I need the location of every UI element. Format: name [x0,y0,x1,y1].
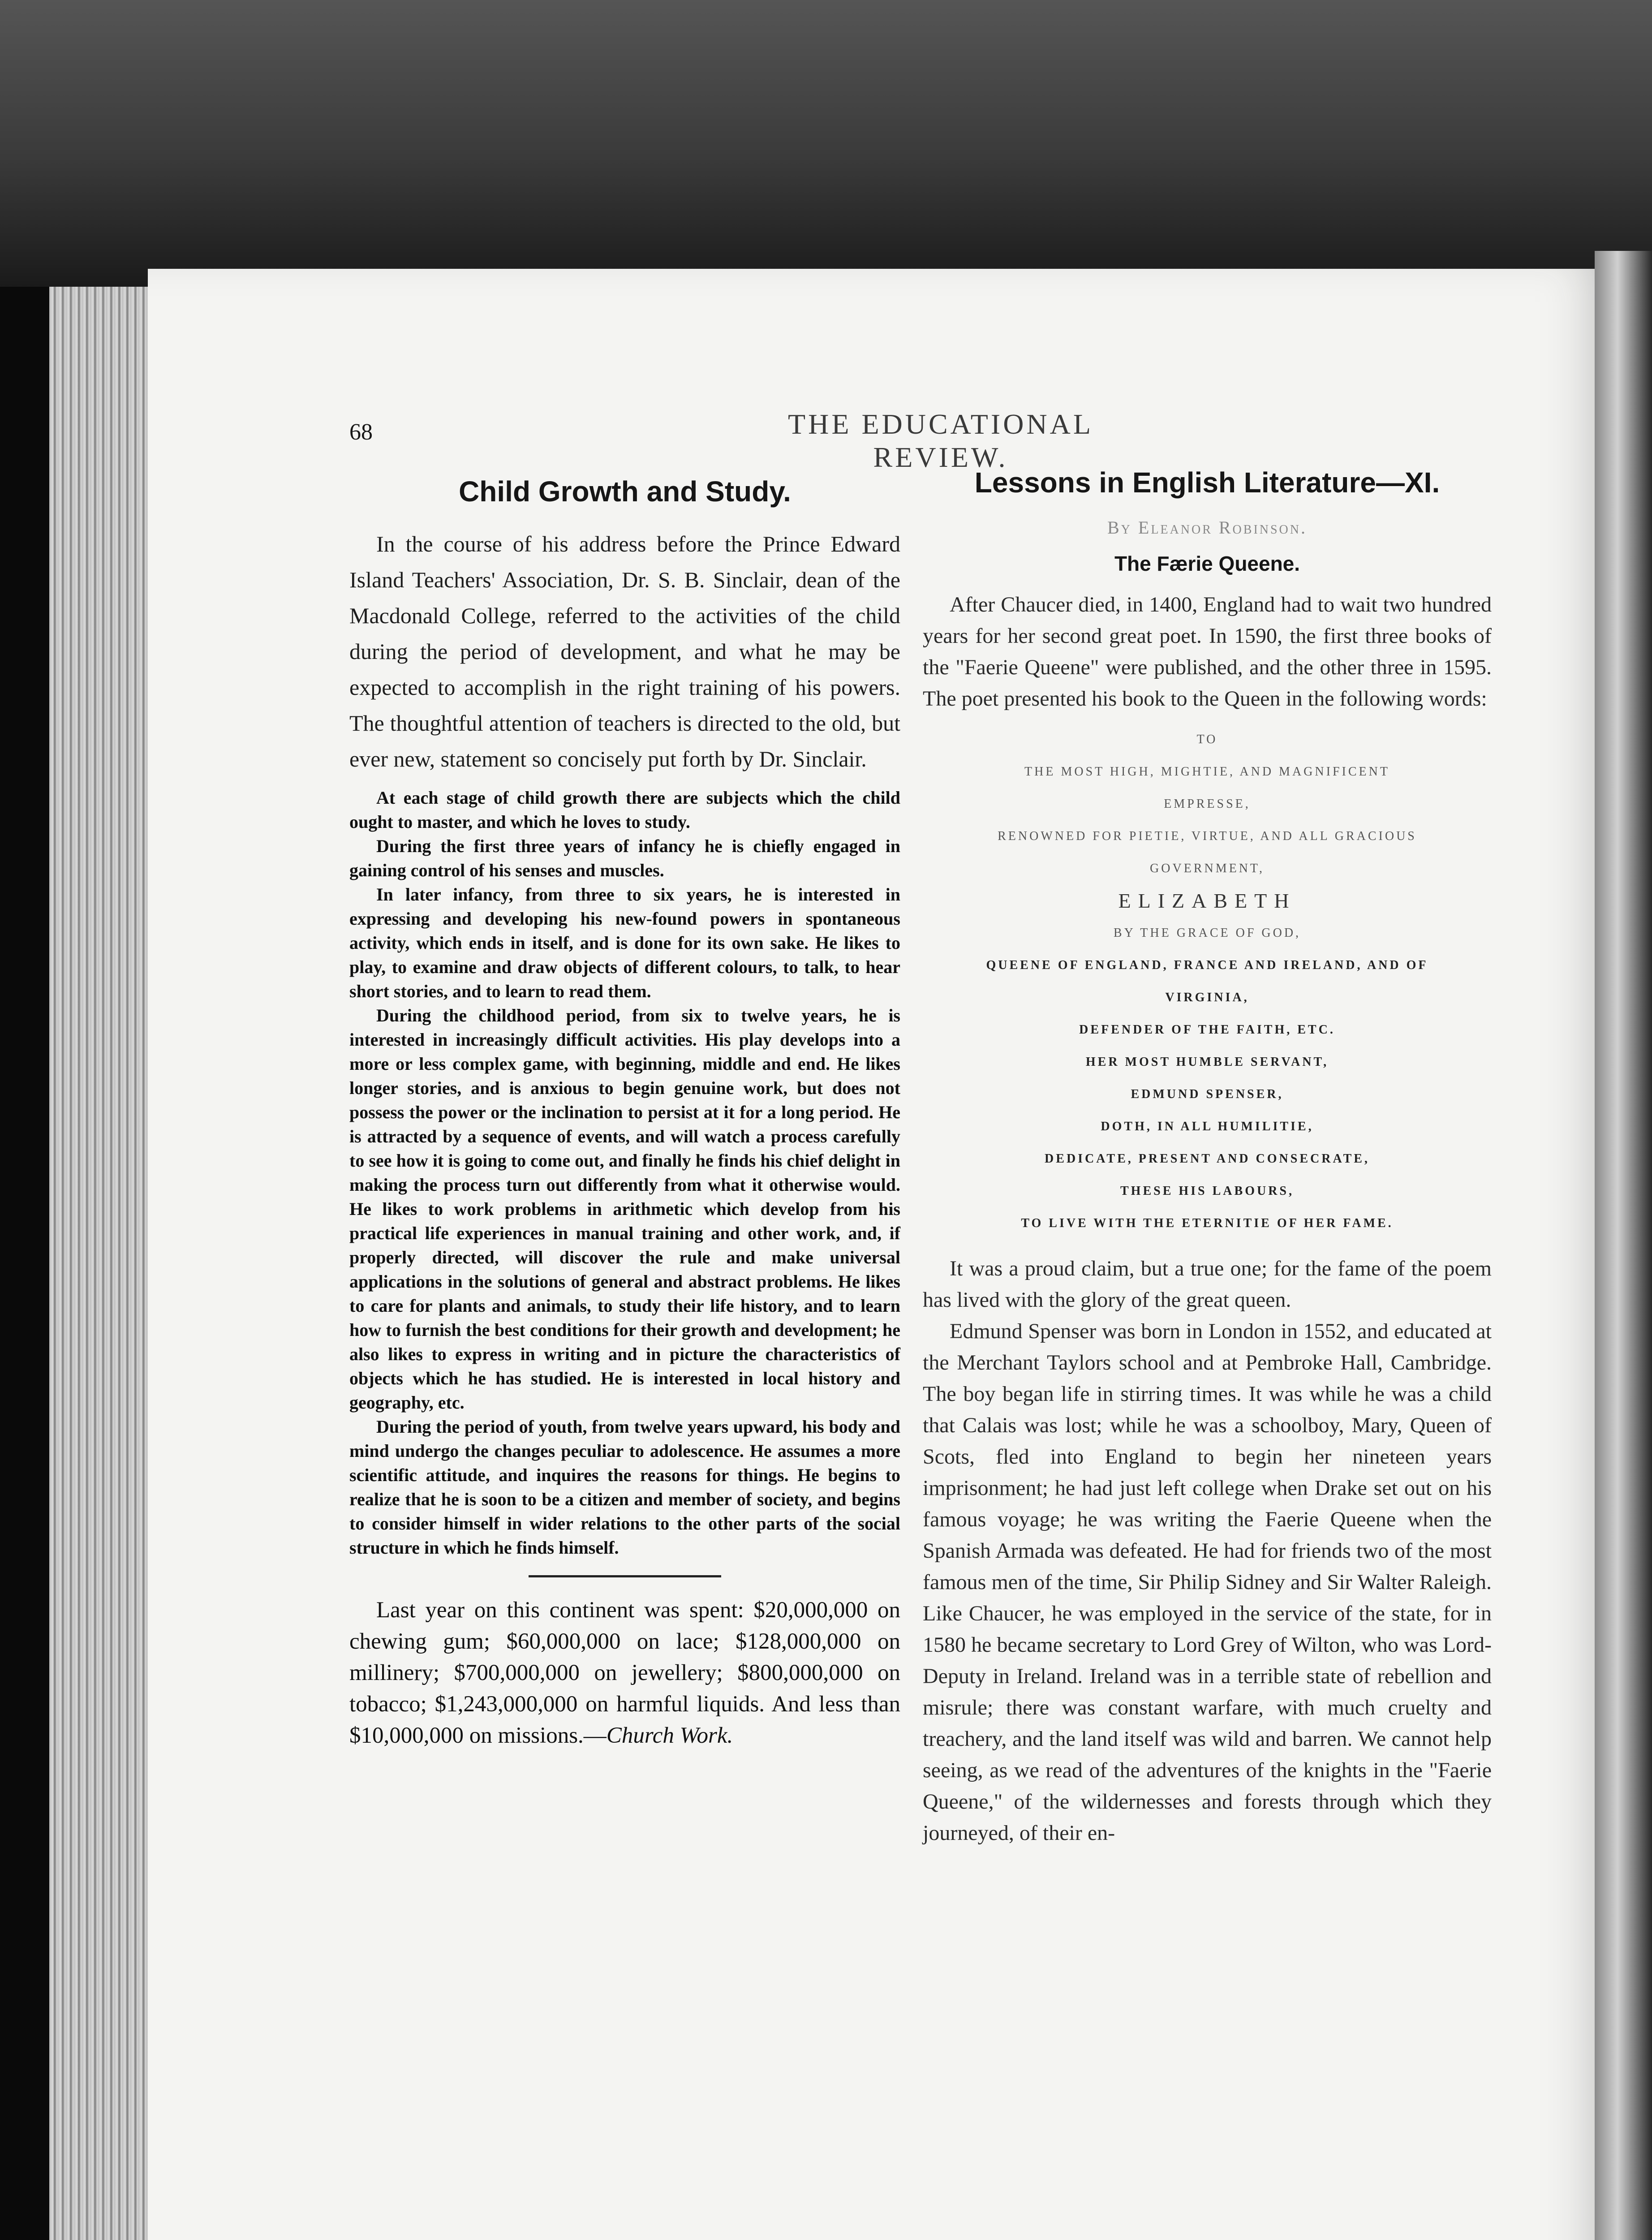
dedication-line: EMPRESSE, [1164,797,1251,811]
book-spine-shadow [1595,251,1652,2240]
scan-background-top [0,0,1652,287]
dedication-line: BY THE GRACE OF GOD, [1113,926,1301,940]
running-head: THE EDUCATIONAL REVIEW. [788,408,1093,473]
dedication-line: ELIZABETH [1118,889,1296,912]
spending-note-source: Church Work. [606,1723,733,1748]
dedication-line: QUEENE OF ENGLAND, FRANCE AND IRELAND, AND OF [986,958,1428,972]
dedication-line: GOVERNMENT, [1150,862,1265,875]
article-title-english-literature: Lessons in English Literature—XI. [974,466,1440,499]
paragraph: Edmund Spenser was born in London in 1552, and educated at the Merchant Taylors school and at Pembroke Hall, Cambridge. The boy began life in stirring times. It was while he was a child that Calais was lost; while he was a schoolboy, Mary, Queen of Scots, fled into England to begin her nineteen years imprisonment; he had just left college when Drake set out on his famous voyage; he was writing the Faerie Queene when the Spanish Armada was defeated. He had for friends two of the most famous men of the time, Sir Philip Sidney and Sir Walter Raleigh. Like Chaucer, he was employed in the service of the state, for in 1580 he became secretary to Lord Grey of Wilton, who was Lord-Deputy in Ireland. Ireland was in a terrible state of rebellion and misrule; there was constant warfare, with much cruelty and treachery, and the land itself was wild and barren. We cannot help seeing, as we read of the adventures of the knights in the "Faerie Queene," of the wildernesses and forests through which they journeyed, of their en- [923,1319,1492,1845]
paragraph: At each stage of child growth there are subjects which the child ought to master, and which he loves to study. [349,788,900,832]
dedication-line: TO LIVE WITH THE ETERNITIE OF HER FAME. [1021,1216,1394,1230]
article-title-child-growth: Child Growth and Study. [459,475,791,508]
paragraph: In later infancy, from three to six years, he is interested in expressing and developing his new-found powers in spontaneous activity, which ends in itself, and is done for its own sake. He likes to play, to examine and draw objects of different colours, to talk, to hear short stories, and to learn to read them. [349,884,900,1001]
paragraph: During the period of youth, from twelve years upward, his body and mind undergo the changes peculiar to adolescence. He assumes a more scientific attitude, and inquires the reasons for things. He begins to realize that he is soon to be a citizen and member of society, and begins to consider himself in wider relations to the other parts of the social structure in which he finds himself. [349,1417,900,1558]
byline: By Eleanor Robinson. [1107,517,1307,538]
subtitle: The Færie Queene. [1114,552,1300,575]
right-column [923,466,1492,1849]
dedication-line: DOTH, IN ALL HUMILITIE, [1101,1120,1314,1133]
left-column [349,466,900,1751]
dedication-line: DEFENDER OF THE FAITH, ETC. [1079,1023,1335,1037]
paragraph: During the childhood period, from six to twelve years, he is interested in increasingly difficult activities. His play develops into a more or less complex game, with beginning, middle and end. He likes longer stories, and is anxious to begin genuine work, but does not possess the power or the inclination to persist at it for a long period. He is attracted by a sequence of events, and will watch a process carefully to see how it is going to come out, and finally he finds his chief delight in making the process turn out differently from what it otherwise would. He likes to work problems in arithmetic which develop from his practical life experiences in manual training and other work, and, if properly directed, will discover the rule and make universal applications in the solutions of general and abstract problems. He likes to care for plants and animals, to study their life history, and to learn how to furnish the best conditions for their growth and development; he also likes to express in writing and in picture the characteristics of objects which he has studied. He is interested in local history and geography, etc. [349,1005,900,1413]
dedication-line: HER MOST HUMBLE SERVANT, [1085,1055,1329,1069]
dedication-line: RENOWNED FOR PIETIE, VIRTUE, AND ALL GRACIOUS [998,829,1417,843]
dedication-line: EDMUND SPENSER, [1131,1087,1284,1101]
section-divider [529,1575,721,1577]
dedication-block [923,724,1492,1240]
spending-note-text: Last year on this continent was spent: $20,000,000 on chewing gum; $60,000,000 on lace; $128,000,000 on millinery; $700,000,000 on jewellery; $800,000,000 on tobacco; $1,243,000,000 on harmful liquids. And less than $10,000,000 on missions.— [349,1598,900,1748]
dedication-line: DEDICATE, PRESENT AND CONSECRATE, [1045,1152,1370,1166]
page-number: 68 [349,419,373,445]
dedication-line: THE MOST HIGH, MIGHTIE, AND MAGNIFICENT [1024,765,1390,779]
dedication-line: THESE HIS LABOURS, [1120,1184,1294,1198]
spending-note [349,1594,900,1751]
dedication-line: TO [1196,732,1218,746]
intro-paragraph: After Chaucer died, in 1400, England had to wait two hundred years for her second great poet. In 1590, the first three books of the "Faerie Queene" were published, and the other three in 1595. The poet presented his book to the Queen in the following words: [923,593,1492,711]
book-page-edges [49,287,152,2240]
paragraph: During the first three years of infancy he is chiefly engaged in gaining control of his senses and muscles. [349,836,900,880]
lead-paragraph: In the course of his address before the Prince Edward Island Teachers' Association, Dr. S. B. Sinclair, dean of the Macdonald College, referred to the activities of the child during the period of development, and what he may be expected to accomplish in the right training of his powers. The thoughtful attention of teachers is directed to the old, but ever new, statement so concisely put forth by Dr. Sinclair. [349,531,900,771]
dedication-line: VIRGINIA, [1165,991,1249,1004]
paragraph: It was a proud claim, but a true one; for the fame of the poem has lived with the glory of the great queen. [923,1257,1492,1312]
